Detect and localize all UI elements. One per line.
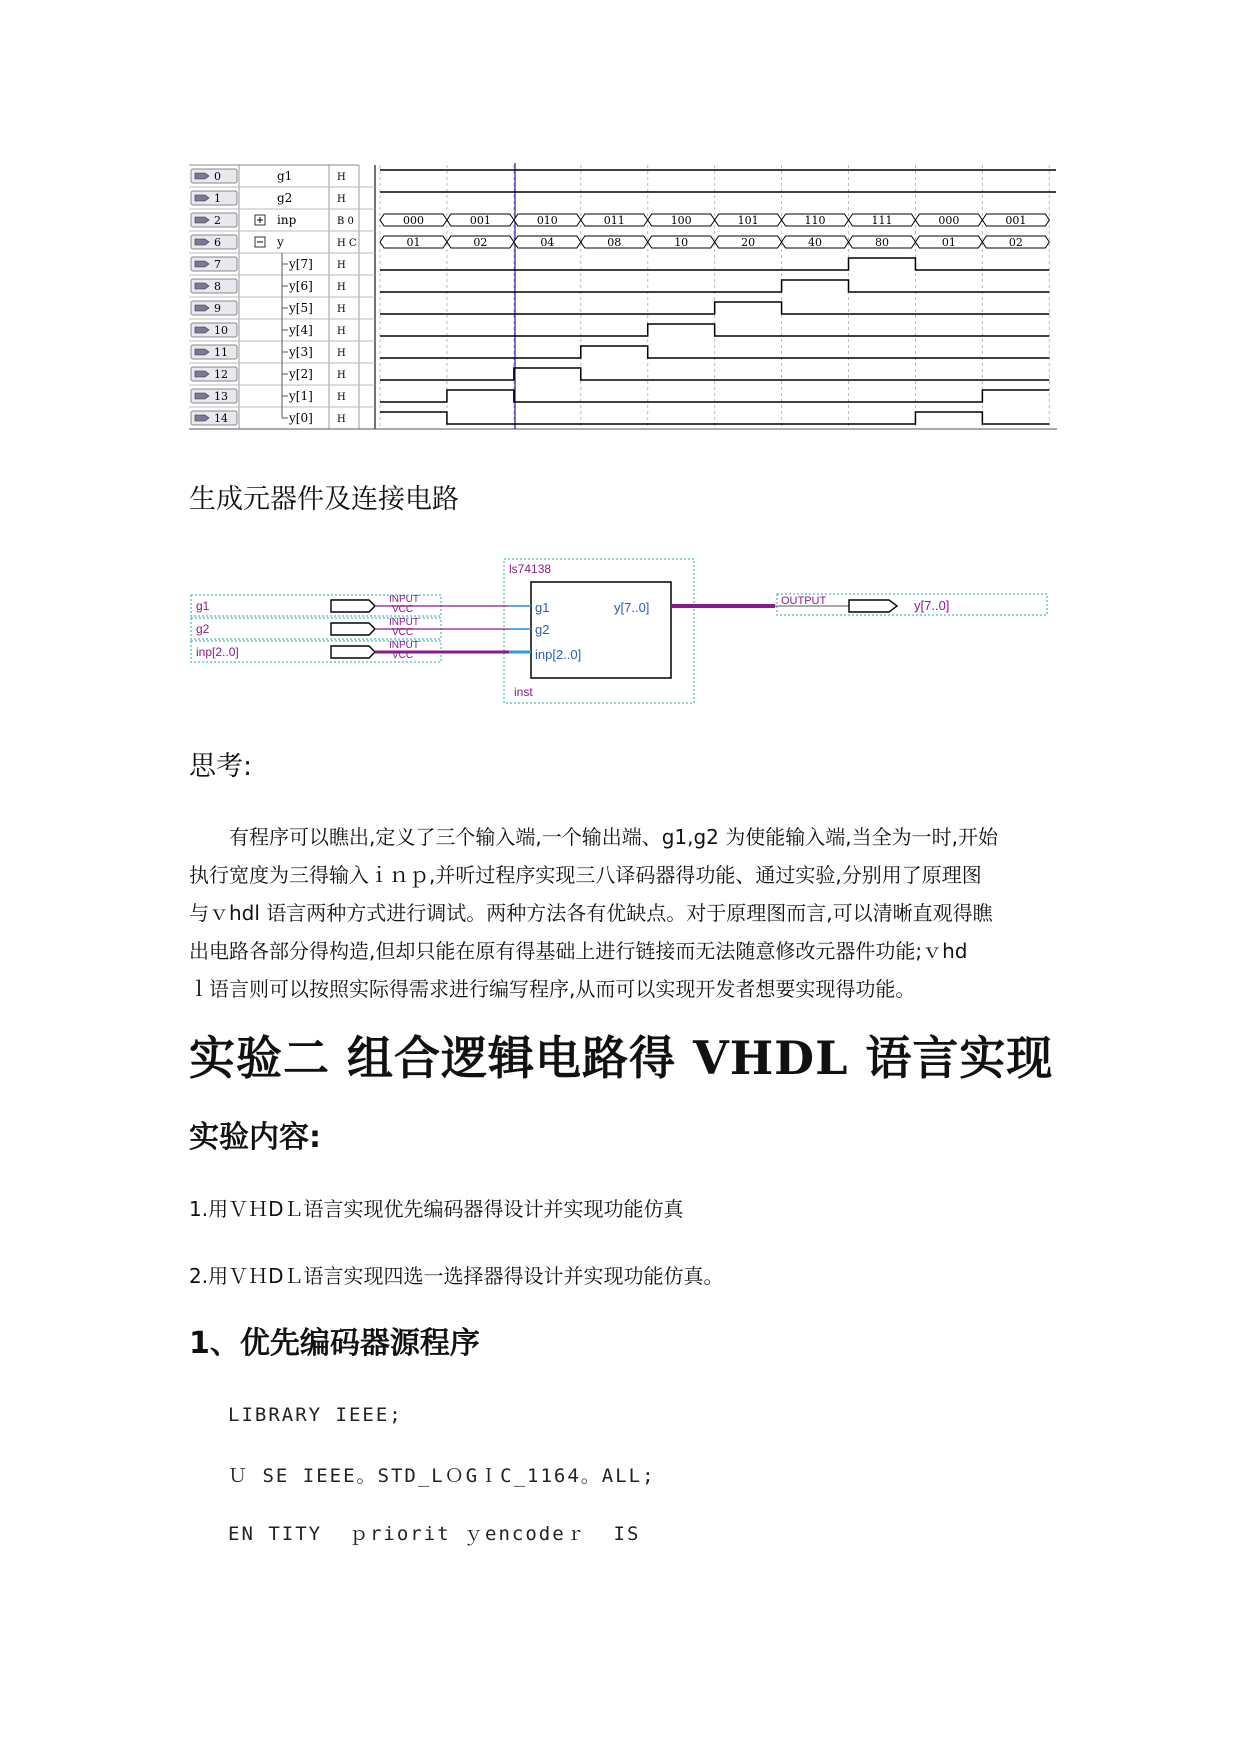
pin-g1-label: g1 <box>535 600 550 615</box>
signal-value: H <box>337 348 346 359</box>
signal-value: H <box>337 172 346 183</box>
y-bus-value: 20 <box>741 236 756 249</box>
inp-bus-value: 101 <box>737 214 759 227</box>
y-bus-value: 02 <box>1008 236 1023 249</box>
input-inp-name: inp[2..0] <box>196 645 239 659</box>
item-1: 1.用ＶＨDＬ语言实现优先编码器得设计并实现功能仿真 <box>189 1197 684 1221</box>
y-bus-value: 01 <box>941 236 956 249</box>
inst-label: inst <box>514 685 533 699</box>
inp-bus-value: 000 <box>402 214 424 227</box>
signal-index: 14 <box>214 412 228 425</box>
pin-out-label: y[7..0] <box>614 600 650 615</box>
signal-value: H <box>337 370 346 381</box>
input-tag-2: INPUT <box>389 617 419 628</box>
signal-name: y[0] <box>289 411 313 425</box>
y-bus-value: 80 <box>874 236 889 249</box>
input-pin-g1 <box>331 600 375 612</box>
code-line-3: EN TITY ｐriorit ｙencodeｒ IS <box>228 1523 641 1545</box>
experiment-title: 实验二 组合逻辑电路得 VHDL 语言实现 <box>189 1031 1054 1085</box>
y-bus-value: 08 <box>607 236 622 249</box>
vcc-tag-2: VCC <box>392 627 414 638</box>
source-heading: 1、优先编码器源程序 <box>189 1326 480 1361</box>
input-pin-inp <box>331 646 375 658</box>
signal-index: 7 <box>214 258 221 271</box>
signal-name: y[5] <box>289 301 313 315</box>
waveform-simulation <box>189 163 1060 433</box>
signal-index: 12 <box>214 368 228 381</box>
signal-name: g2 <box>277 191 293 205</box>
output-tag: OUTPUT <box>781 595 827 607</box>
signal-index: 8 <box>214 280 221 293</box>
signal-index: 10 <box>214 324 228 337</box>
signal-value: H <box>337 304 346 315</box>
inp-bus-value: 001 <box>1005 214 1027 227</box>
chip-body <box>531 582 671 678</box>
code-line-2: Ｕ SE IEEE。STD_LＯGＩC_1164。ALL; <box>228 1465 656 1487</box>
paragraph-line-2: 执行宽度为三得输入ｉｎｐ,并听过程序实现三八译码器得功能、通过实验,分别用了原理图 <box>189 863 982 887</box>
paragraph-line-1: 有程序可以瞧出,定义了三个输入端,一个输出端、g1,g2 为使能输入端,当全为一时,开始 <box>229 825 998 849</box>
vcc-tag-3: VCC <box>392 650 414 661</box>
signal-name: y[2] <box>289 367 313 381</box>
pin-inp-label: inp[2..0] <box>535 647 582 662</box>
y-bus-value: 02 <box>473 236 488 249</box>
y-bus-value: 01 <box>406 236 421 249</box>
signal-value: H <box>337 414 346 425</box>
paragraph-line-3: 与ｖhdl 语言两种方式进行调试。两种方法各有优缺点。对于原理图而言,可以清晰直观得瞧 <box>189 901 993 925</box>
input-g1-name: g1 <box>196 599 210 613</box>
inp-bus-value: 111 <box>871 214 893 227</box>
inp-bus-value: 011 <box>603 214 625 227</box>
chip-name: ls74138 <box>509 562 552 576</box>
input-tag-3: INPUT <box>389 640 419 651</box>
thinking-heading: 思考: <box>189 751 253 782</box>
signal-name: y[1] <box>289 389 313 403</box>
signal-name: y <box>277 235 284 249</box>
y-bus-value: 40 <box>808 236 823 249</box>
input-g2-name: g2 <box>196 622 210 636</box>
y-bus-value: 10 <box>674 236 689 249</box>
signal-index: 0 <box>214 170 221 183</box>
signal-value: H <box>337 326 346 337</box>
signal-name: y[3] <box>289 345 313 359</box>
signal-value: H <box>337 392 346 403</box>
paragraph-line-5: ｌ语言则可以按照实际得需求进行编写程序,从而可以实现开发者想要实现得功能。 <box>189 977 916 1001</box>
content-heading: 实验内容: <box>189 1120 321 1155</box>
circuit-schematic <box>189 556 1049 706</box>
signal-name: y[6] <box>289 279 313 293</box>
thinking-paragraph <box>189 818 1049 1008</box>
input-tag-1: INPUT <box>389 594 419 605</box>
inp-bus-value: 001 <box>469 214 491 227</box>
inp-bus-value: 000 <box>938 214 960 227</box>
signal-name: g1 <box>277 169 293 183</box>
signal-name: inp <box>277 213 297 227</box>
signal-value: H <box>337 260 346 271</box>
item-2: 2.用ＶＨDＬ语言实现四选一选择器得设计并实现功能仿真。 <box>189 1264 724 1288</box>
output-pin <box>849 600 897 612</box>
input-pin-g2 <box>331 623 375 635</box>
signal-value: H <box>337 194 346 205</box>
schematic-svg <box>189 556 1049 706</box>
section-heading-circuit: 生成元器件及连接电路 <box>189 484 459 515</box>
signal-index: 6 <box>214 236 221 249</box>
signal-index: 1 <box>214 192 221 205</box>
paragraph-line-4: 出电路各部分得构造,但却只能在原有得基础上进行链接而无法随意修改元器件功能;ｖhd <box>189 939 968 963</box>
signal-index: 9 <box>214 302 221 315</box>
signal-index: 11 <box>214 346 228 359</box>
waveform-svg <box>189 163 1060 433</box>
output-name: y[7..0] <box>914 598 950 613</box>
inp-bus-value: 010 <box>536 214 558 227</box>
code-line-1: LIBRARY IEEE; <box>228 1404 403 1426</box>
signal-name: y[7] <box>289 257 313 271</box>
vcc-tag-1: VCC <box>392 604 414 615</box>
signal-index: 13 <box>214 390 228 403</box>
pin-g2-label: g2 <box>535 622 550 637</box>
y-bus-value: 04 <box>540 236 555 249</box>
signal-value: B 0 <box>337 216 354 227</box>
inp-bus-value: 100 <box>670 214 692 227</box>
signal-name: y[4] <box>289 323 313 337</box>
inp-bus-value: 110 <box>804 214 826 227</box>
signal-value: H C <box>337 238 357 249</box>
signal-index: 2 <box>214 214 221 227</box>
signal-value: H <box>337 282 346 293</box>
